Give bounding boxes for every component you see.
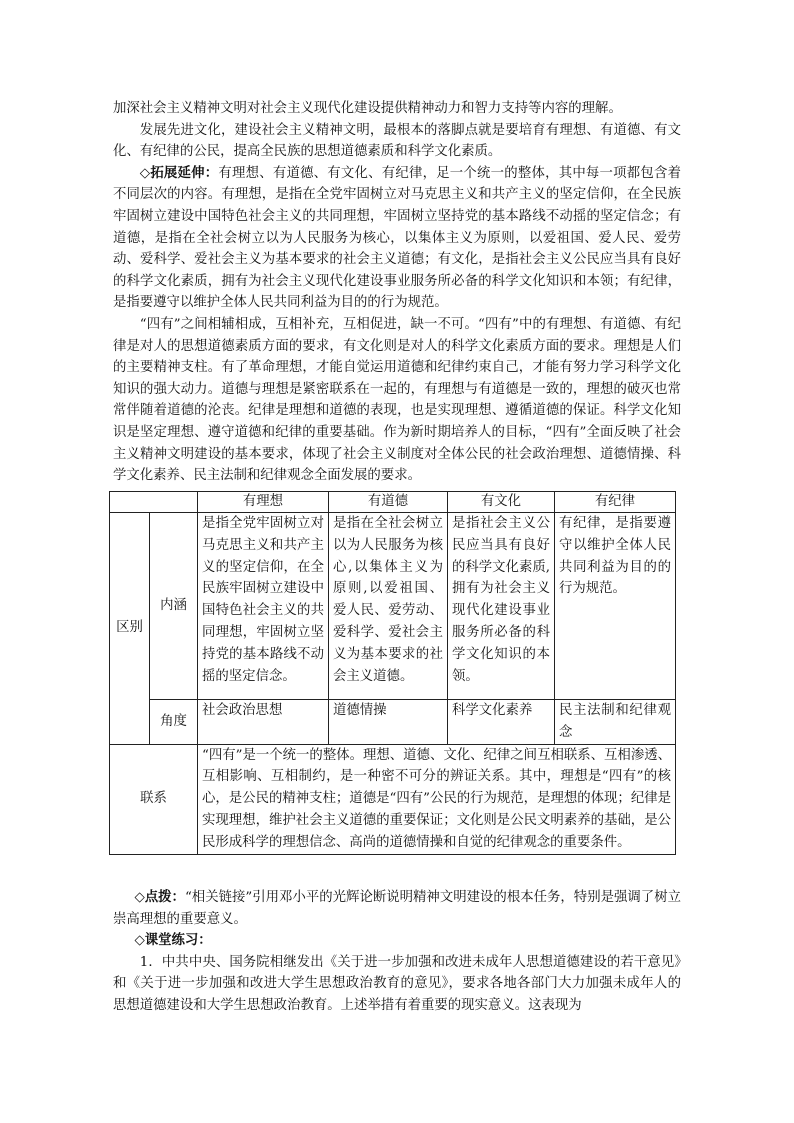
table-header-row [110, 492, 676, 513]
lianxi-cell: “四有”是一个统一的整体。理想、道德、文化、纪律之间互相联系、互相渗透、互相影响、互相制约，是一种密不可分的辨证关系。其中，理想是“四有”的核心，是公民的精神支柱；道德是“四有”公民的行为规范，是理想的体现；纪律是实现理想，维护社会主义道德的重要保证；文化则是公民文明素养的基础，是公民形成科学的理想信念、高尚的道德情操和自觉的纪律观念的重要条件。 [198, 744, 676, 854]
paragraph-4: “四有”之间相辅相成，互相补充，互相促进，缺一不可。“四有”中的有理想、有道德、有纪律是对人的思想道德素质方面的要求，有文化则是对人的科学文化素质方面的要求。理想是人们的主要精神支柱。有了革命理想，才能自觉运用道德和纪律约束自己，才能有努力学习科学文化知识的强大动力。道德与理想是紧密联系在一起的，有理想与有道德是一致的，理想的破灭也常常伴随着道德的沦丧。纪律是理想和道德的表现，也是实现理想、遵循道德的保证。科学文化知识是坚定理想、遵守道德和纪律的重要基础。作为新时期培养人的目标，“四有”全面反映了社会主义精神文明建设的基本要求，体现了社会主义制度对全体公民的社会政治理想、道德情操、科学文化素养、民主法制和纪律观念全面发展的要求。 [113, 316, 681, 484]
body-text-top [113, 98, 681, 487]
question-1: 1．中共中央、国务院相继发出《关于进一步加强和改进未成年人思想道德建设的若干意见》和《关于进一步加强和改进大学生思想政治教育的意见》，要求各地各部门大力加强未成年人的思想道德建设和大学生思想政治教育。上述举措有着重要的现实意义。这表现为 [113, 954, 681, 1013]
neihan-cell-jilv: 有纪律，是指要遵守以维护全体人民共同利益为目的的行为规范。 [555, 513, 676, 700]
jiaodu-cell-wenhua: 科学文化素养 [448, 700, 555, 745]
header-youjilv: 有纪律 [555, 492, 676, 513]
header-youwenhua: 有文化 [448, 492, 555, 513]
paragraph-1: 加深社会主义精神文明对社会主义现代化建设提供精神动力和智力支持等内容的理解。 [113, 101, 622, 116]
extension-text: 有理想、有道德、有文化、有纪律，足一个统一的整体，其中每一项都包含着不同层次的内容。有理想，是指在全党牢固树立对马克思主义和共产主义的坚定信仰，在全民族牢固树立建设中国特色社会主义的共同理想，牢固树立坚持党的基本路线不动摇的坚定信念；有道德，是指在全社会树立以为人民服务为核心，以集体主义为原则，以爱祖国、爱人民、爱劳动、爱科学、爱社会主义为基本要求的社会主义道德；有文化，是指社会主义公民应当具有良好的科学文化素质，拥有为社会主义现代化建设事业服务所必备的科学文化知识和本领；有纪律，是指要遵守以维护全体人民共同利益为目的的行为规范。 [113, 165, 681, 311]
jiaodu-cell-lixiang: 社会政治思想 [198, 700, 329, 745]
table-corner-cell [110, 492, 198, 513]
table-row [110, 513, 676, 700]
paragraph-dianbo [113, 887, 681, 930]
header-youdaode: 有道德 [329, 492, 448, 513]
table-row [110, 744, 676, 854]
row-label-neihan: 内涵 [150, 513, 198, 700]
neihan-cell-lixiang: 是指全党牢固树立对马克思主义和共产主义的坚定信仰，在全民族牢固树立建设中国特色社会主义的共同理想，牢固树立坚持党的基本路线不动摇的坚定信念。 [198, 513, 329, 700]
neihan-cell-wenhua: 是指社会主义公民应当具有良好的科学文化素质,拥有为社会主义现代化建设事业服务所必备的科学文化知识的本领。 [448, 513, 555, 700]
section-label-lianxi: 联系 [110, 744, 198, 854]
header-youlixiang: 有理想 [198, 492, 329, 513]
dianbo-label: ◇点拨： [134, 889, 185, 905]
paragraph-extension [113, 163, 681, 314]
jiaodu-cell-daode: 道德情操 [329, 700, 448, 745]
practice-heading: ◇课堂练习： [134, 932, 212, 949]
comparison-table [109, 491, 676, 855]
neihan-cell-daode: 是指在全社会树立以为人民服务为核心,以集体主义为原则,以爱祖国、爱人民、爱劳动、爱科学、爱社会主义为基本要求的社会主义道德。 [329, 513, 448, 700]
section-label-qubie: 区别 [110, 513, 150, 745]
row-label-jiaodu: 角度 [150, 700, 198, 745]
body-text-bottom [113, 887, 681, 1017]
table-row [110, 700, 676, 745]
extension-label: ◇拓展延伸： [139, 164, 219, 181]
jiaodu-cell-jilv: 民主法制和纪律观念 [555, 700, 676, 745]
dianbo-text: “相关链接”引用邓小平的光辉论断说明精神文明建设的根本任务，特别是强调了树立崇高理想的重要意义。 [113, 890, 681, 927]
paragraph-2: 发展先进文化，建设社会主义精神文明，最根本的落脚点就是要培育有理想、有道德、有文化、有纪律的公民，提高全民族的思想道德素质和科学文化素质。 [113, 122, 681, 160]
